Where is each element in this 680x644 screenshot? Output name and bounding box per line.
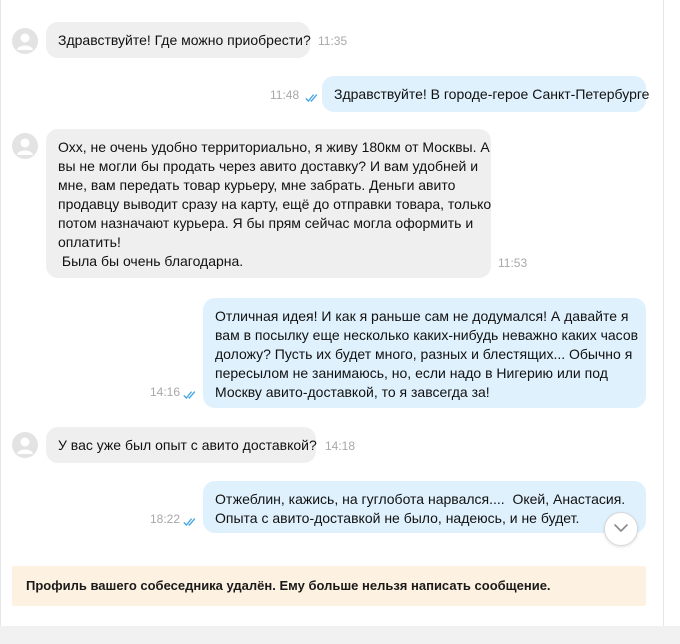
message-text-line: оплатить! bbox=[58, 234, 121, 250]
message-text-line: Опыта с авито-доставкой не было, надеюсь, и не будет. bbox=[215, 510, 580, 526]
outgoing-message[interactable] bbox=[203, 298, 646, 408]
notice-text: Профиль вашего собеседника удалён. Ему больше нельзя написать сообщение. bbox=[26, 578, 551, 593]
message-time: 11:35 bbox=[318, 34, 348, 48]
sender-avatar[interactable] bbox=[12, 133, 38, 159]
outgoing-message[interactable] bbox=[322, 76, 650, 112]
message-text-line: вам в посылку еще несколько каких-нибудь неважно каких часов bbox=[215, 327, 639, 343]
incoming-message[interactable] bbox=[46, 22, 310, 58]
message-text-line: Здравствуйте! В городе-герое Санкт-Петербурге bbox=[334, 86, 650, 102]
message-time: 11:48 bbox=[270, 88, 300, 102]
read-receipt bbox=[183, 514, 197, 524]
read-receipt bbox=[183, 387, 197, 397]
read-receipt bbox=[305, 90, 319, 100]
message-text-line: Москву авито-доставкой, то я завсегда за! bbox=[215, 384, 490, 400]
person-avatar-icon bbox=[12, 133, 38, 159]
left-border bbox=[0, 0, 1, 644]
message-text-line: продавцу выводит сразу на карту, ещё до отправки товара, только bbox=[58, 196, 492, 212]
double-check-icon bbox=[305, 93, 319, 103]
scroll-down-button[interactable] bbox=[604, 512, 638, 546]
message-text-line: пересылом не занимаюсь, но, если надо в Нигерию или под bbox=[215, 365, 608, 381]
message-text-line: Охх, не очень удобно территориально, я живу 180км от Москвы. А bbox=[58, 139, 490, 155]
message-text-line: мне, вам передать товар курьеру, мне забрать. Деньги авито bbox=[58, 177, 456, 193]
incoming-message[interactable] bbox=[46, 427, 316, 463]
message-time: 11:53 bbox=[498, 256, 528, 270]
incoming-message[interactable] bbox=[46, 129, 491, 278]
message-text-line: вы не могли бы продать через авито доставку? И вам удобней и bbox=[58, 158, 479, 174]
message-text-line: У вас уже был опыт с авито доставкой? bbox=[58, 437, 317, 453]
outgoing-message[interactable] bbox=[203, 481, 646, 533]
message-time: 14:18 bbox=[325, 439, 356, 453]
message-text-line: Была бы очень благодарна. bbox=[58, 253, 244, 269]
deleted-profile-notice bbox=[12, 566, 646, 606]
message-text-line: Отжеблин, кажись, на гуглобота нарвался.... Окей, Анастасия. bbox=[215, 491, 626, 507]
message-time: 14:16 bbox=[150, 385, 181, 399]
right-border bbox=[663, 0, 664, 644]
message-text-line: потом назначают курьера. Я бы прям сейчас могла оформить и bbox=[58, 215, 474, 231]
bottom-strip bbox=[0, 626, 680, 644]
person-avatar-icon bbox=[12, 28, 38, 54]
person-avatar-icon bbox=[12, 432, 38, 458]
message-time: 18:22 bbox=[150, 512, 181, 526]
chevron-down-icon bbox=[614, 524, 628, 533]
message-text-line: Здравствуйте! Где можно приобрести? bbox=[58, 32, 311, 48]
sender-avatar[interactable] bbox=[12, 432, 38, 458]
message-text-line: Отличная идея! И как я раньше сам не додумался! А давайте я bbox=[215, 308, 629, 324]
sender-avatar[interactable] bbox=[12, 28, 38, 54]
double-check-icon bbox=[183, 390, 197, 400]
double-check-icon bbox=[183, 517, 197, 527]
message-text-line: доложу? Пусть их будет много, разных и блестящих... Обычно я bbox=[215, 346, 633, 362]
